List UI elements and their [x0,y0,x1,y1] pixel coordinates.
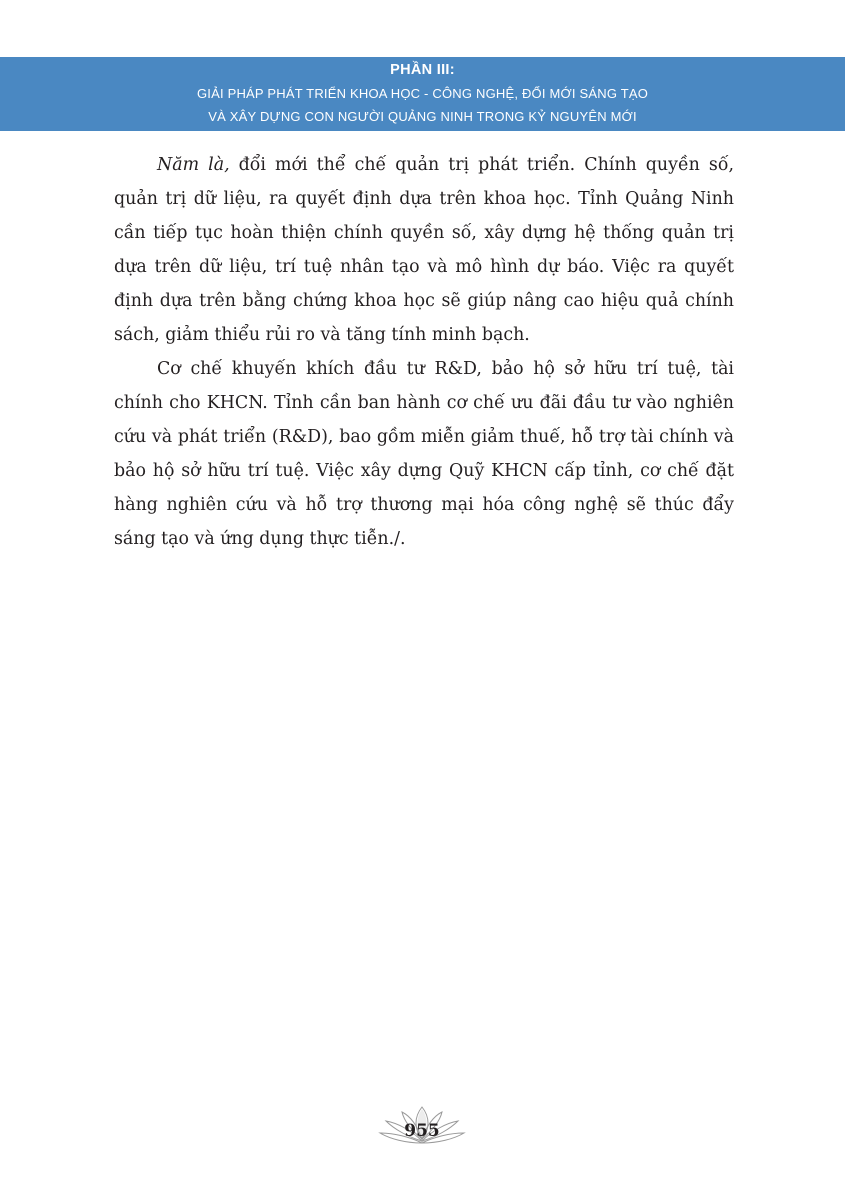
paragraph-1-text: đổi mới thể chế quản trị phát triển. Chính quyền số, quản trị dữ liệu, ra quyết định dựa trên khoa học. Tỉnh Quảng Ninh cần tiếp tục hoàn thiện chính quyền số, xây dựng hệ thống quản trị dựa trên dữ liệu, trí tuệ nhân tạo và mô hình dự báo. Việc ra quyết định dựa trên bằng chứng khoa học sẽ giúp nâng cao hiệu quả chính sách, giảm thiểu rủi ro và tăng tính minh bạch. [114,155,734,345]
chapter-header-band [0,57,845,131]
page-number: 955 [404,1121,440,1141]
part-subtitle-line1: GIẢI PHÁP PHÁT TRIỂN KHOA HỌC - CÔNG NGHỆ, ĐỔI MỚI SÁNG TẠO [196,86,649,101]
part-subtitle-line2: VÀ XÂY DỰNG CON NGƯỜI QUẢNG NINH TRONG KỶ NGUYÊN MỚI [208,109,637,124]
paragraph-1 [114,148,734,352]
body-text [114,148,734,556]
page-footer [372,1103,472,1153]
paragraph-1-lead: Năm là, [157,155,230,175]
part-title: PHẦN III: [390,62,455,78]
paragraph-2: Cơ chế khuyến khích đầu tư R&D, bảo hộ sở hữu trí tuệ, tài chính cho KHCN. Tỉnh cần ban hành cơ chế ưu đãi đầu tư vào nghiên cứu và phát triển (R&D), bao gồm miễn giảm thuế, hỗ trợ tài chính và bảo hộ sở hữu trí tuệ. Việc xây dựng Quỹ KHCN cấp tỉnh, cơ chế đặt hàng nghiên cứu và hỗ trợ thương mại hóa công nghệ sẽ thúc đẩy sáng tạo và ứng dụng thực tiễn./. [114,359,734,549]
